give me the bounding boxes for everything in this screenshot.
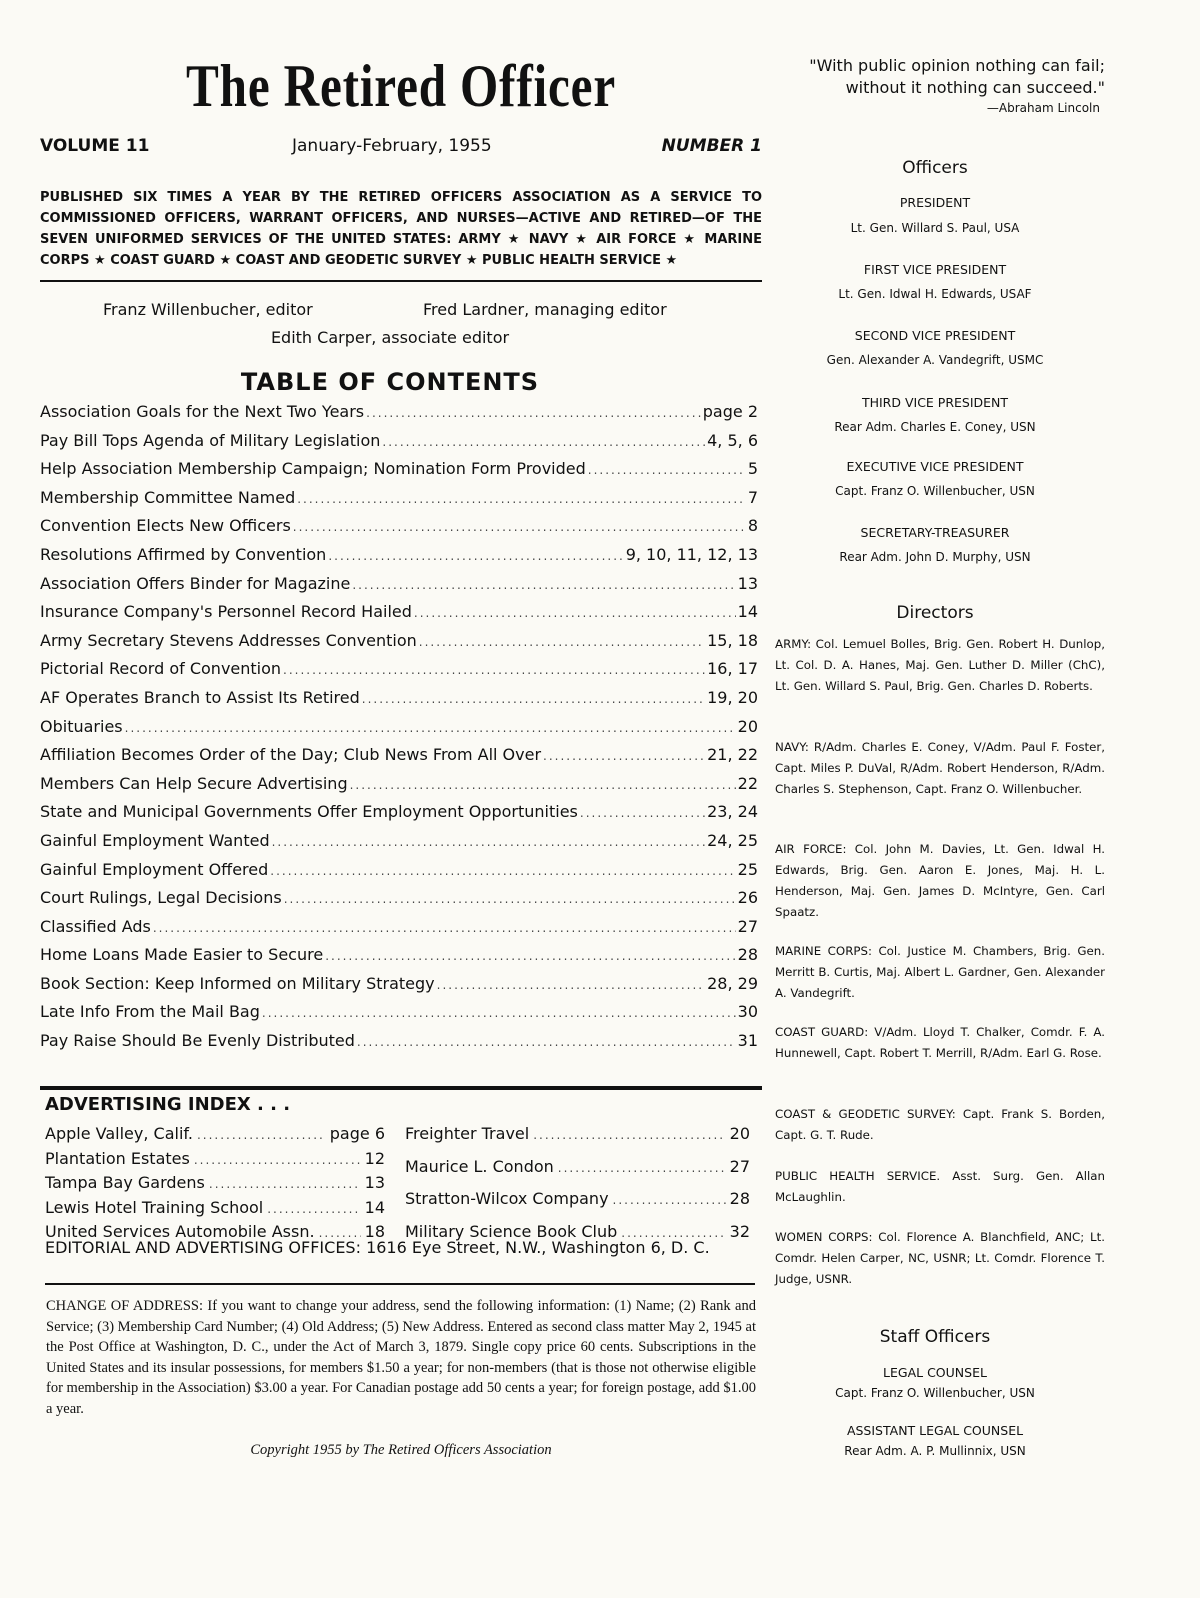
toc-item bbox=[40, 1002, 758, 1031]
dot-leader bbox=[284, 892, 736, 906]
toc-item bbox=[40, 431, 758, 460]
director-group: AIR FORCE: Col. John M. Davies, Lt. Gen. Idwal H. Edwards, Brig. Gen. Aaron E. Jones, Maj. H. L. Henderson, Maj. Gen. James D. McIntyre, Gen. Carl Spaatz. bbox=[775, 842, 1105, 919]
dot-leader bbox=[414, 606, 736, 620]
toc-item-pages: 21, 22 bbox=[707, 745, 758, 765]
officer-name: Gen. Alexander A. Vandegrift, USMC bbox=[826, 353, 1044, 367]
toc-item bbox=[40, 802, 758, 831]
toc-item bbox=[40, 488, 758, 517]
dot-leader bbox=[366, 406, 701, 420]
dot-leader bbox=[580, 806, 705, 820]
advertiser-item bbox=[405, 1189, 750, 1222]
dot-leader bbox=[283, 663, 705, 677]
dot-leader bbox=[613, 1193, 726, 1207]
officer-role: THIRD VICE PRESIDENT bbox=[861, 395, 1009, 410]
director-group: NAVY: R/Adm. Charles E. Coney, V/Adm. Paul F. Foster, Capt. Miles P. DuVal, R/Adm. Robert Henderson, R/Adm. Charles S. Stephenson, Capt. Franz O. Willenbucher. bbox=[775, 740, 1105, 796]
toc-item-title: AF Operates Branch to Assist Its Retired bbox=[40, 687, 360, 707]
toc-item-pages: 19, 20 bbox=[707, 687, 758, 707]
officer-name: Rear Adm. John D. Murphy, USN bbox=[839, 550, 1031, 564]
toc-item bbox=[40, 574, 758, 603]
dot-leader bbox=[197, 1128, 326, 1142]
advertiser-name: Military Science Book Club bbox=[405, 1221, 618, 1241]
dot-leader bbox=[272, 835, 706, 849]
toc-item-title: Membership Committee Named bbox=[40, 487, 296, 507]
advertiser-page: 28 bbox=[729, 1189, 750, 1208]
toc-item bbox=[40, 888, 758, 917]
advertising-index-right bbox=[405, 1124, 750, 1254]
officer-name: Capt. Franz O. Willenbucher, USN bbox=[835, 484, 1035, 498]
toc-item-pages: 27 bbox=[737, 916, 758, 936]
toc-item-title: Resolutions Affirmed by Convention bbox=[40, 544, 327, 564]
toc-item bbox=[40, 860, 758, 889]
toc-item bbox=[40, 917, 758, 946]
toc-item-pages: 25 bbox=[737, 859, 758, 879]
director-group: PUBLIC HEALTH SERVICE. Asst. Surg. Gen. Allan McLaughlin. bbox=[775, 1169, 1105, 1204]
toc-item bbox=[40, 459, 758, 488]
toc-item-title: Obituaries bbox=[40, 716, 123, 736]
dot-leader bbox=[153, 921, 736, 935]
advertising-index-title: ADVERTISING INDEX . . . bbox=[45, 1094, 291, 1115]
staff-officers-heading: Staff Officers bbox=[879, 1327, 991, 1347]
toc-item bbox=[40, 516, 758, 545]
toc-item-title: Pay Bill Tops Agenda of Military Legislation bbox=[40, 430, 381, 450]
divider bbox=[40, 280, 762, 282]
advertiser-item bbox=[405, 1124, 750, 1157]
dot-leader bbox=[209, 1177, 361, 1191]
officers-heading: Officers bbox=[902, 158, 968, 178]
toc-item-title: Classified Ads bbox=[40, 916, 151, 936]
advertising-index-left bbox=[45, 1124, 385, 1247]
offices-address: EDITORIAL AND ADVERTISING OFFICES: 1616 Eye Street, N.W., Washington 6, D. C. bbox=[45, 1238, 710, 1257]
toc-item-pages: 8 bbox=[747, 516, 758, 536]
toc-item-title: Help Association Membership Campaign; Nomination Form Provided bbox=[40, 459, 586, 479]
dot-leader bbox=[362, 692, 705, 706]
dot-leader bbox=[262, 1006, 736, 1020]
dot-leader bbox=[558, 1161, 726, 1175]
advertiser-item bbox=[405, 1157, 750, 1190]
toc-item-title: Convention Elects New Officers bbox=[40, 516, 291, 536]
toc-item-title: Late Info From the Mail Bag bbox=[40, 1002, 260, 1022]
toc-item-pages: 28, 29 bbox=[707, 973, 758, 993]
dot-leader bbox=[419, 635, 705, 649]
toc-item-pages: 7 bbox=[747, 487, 758, 507]
advertiser-item bbox=[45, 1173, 385, 1198]
dot-leader bbox=[267, 1202, 360, 1216]
dot-leader bbox=[328, 549, 623, 563]
toc-item-pages: 26 bbox=[737, 888, 758, 908]
published-statement: PUBLISHED SIX TIMES A YEAR BY THE RETIRED OFFICERS ASSOCIATION AS A SERVICE TO COMMISSIONED OFFICERS, WARRANT OFFICERS, AND NURSES—ACTIVE AND RETIRED—OF THE SEVEN UNIFORMED SERVICES OF THE UNITED STATES: ARMY ★ NAVY ★ AIR FORCE ★ MARINE CORPS ★ COAST GUARD ★ COAST AND GEODETIC SURVEY ★ PUBLIC HEALTH SERVICE ★ bbox=[40, 190, 762, 268]
toc-item bbox=[40, 402, 758, 431]
dot-leader bbox=[293, 520, 746, 534]
toc-item-pages: 14 bbox=[737, 602, 758, 622]
director-group: WOMEN CORPS: Col. Florence A. Blanchfield, ANC; Lt. Comdr. Helen Carper, NC, USNR; Lt. Comdr. Florence T. Judge, USNR. bbox=[775, 1230, 1105, 1286]
toc-item-title: Book Section: Keep Informed on Military Strategy bbox=[40, 973, 435, 993]
quote-attribution: —Abraham Lincoln bbox=[986, 101, 1100, 115]
change-of-address-notice: CHANGE OF ADDRESS: If you want to change your address, send the following information: (1) Name; (2) Rank and Service; (3) Membership Card Number; (4) Old Address; (5) New Address. Entered as second class matter May 2, 1945 at the Post Office at Washington, D. C., under the Act of March 3, 1879. Single copy price 60 cents. Subscriptions in the United States and its insular possessions, for members $1.50 a year; for non-members (that is those not otherwise eligible for membership in the Association) $3.00 a year. For Canadian postage add 50 cents a year; for foreign postage, add $1.00 a year. bbox=[46, 1298, 756, 1417]
toc-item bbox=[40, 974, 758, 1003]
toc-item bbox=[40, 745, 758, 774]
director-group: COAST GUARD: V/Adm. Lloyd T. Chalker, Comdr. F. A. Hunnewell, Capt. Robert T. Merrill, R/Adm. Earl G. Rose. bbox=[775, 1025, 1105, 1060]
officer-role: SECRETARY-TREASURER bbox=[860, 525, 1010, 540]
managing-editor: Fred Lardner, managing editor bbox=[423, 300, 667, 319]
volume-label: VOLUME 11 bbox=[40, 136, 150, 156]
advertiser-name: Stratton-Wilcox Company bbox=[405, 1189, 609, 1208]
toc-item bbox=[40, 945, 758, 974]
officer-role: FIRST VICE PRESIDENT bbox=[863, 262, 1007, 277]
toc-item bbox=[40, 688, 758, 717]
dot-leader bbox=[588, 463, 746, 477]
advertiser-name: Plantation Estates bbox=[45, 1148, 190, 1168]
staff-role: LEGAL COUNSEL bbox=[883, 1365, 987, 1380]
officer-role: EXECUTIVE VICE PRESIDENT bbox=[846, 459, 1024, 474]
divider bbox=[40, 1086, 762, 1090]
advertiser-page: 27 bbox=[729, 1156, 750, 1176]
toc-item-title: Gainful Employment Wanted bbox=[40, 830, 270, 850]
toc-item-pages: 15, 18 bbox=[707, 630, 758, 650]
advertiser-name: Freighter Travel bbox=[405, 1124, 530, 1143]
toc-item-pages: 5 bbox=[747, 459, 758, 479]
dot-leader bbox=[125, 721, 736, 735]
advertiser-page: 18 bbox=[364, 1222, 385, 1241]
advertiser-item bbox=[45, 1198, 385, 1223]
table-of-contents bbox=[40, 402, 758, 1060]
toc-item-title: Association Goals for the Next Two Years bbox=[40, 402, 365, 421]
officer-role: SECOND VICE PRESIDENT bbox=[854, 328, 1016, 343]
toc-item-title: Association Offers Binder for Magazine bbox=[40, 573, 351, 593]
advertiser-item bbox=[45, 1149, 385, 1174]
toc-item bbox=[40, 631, 758, 660]
toc-item-pages: page 2 bbox=[702, 402, 758, 421]
dot-leader bbox=[350, 778, 736, 792]
advertiser-name: United Services Automobile Assn. bbox=[45, 1222, 315, 1241]
toc-item-pages: 13 bbox=[737, 573, 758, 593]
staff-name: Rear Adm. A. P. Mullinnix, USN bbox=[844, 1444, 1026, 1458]
officer-name: Lt. Gen. Idwal H. Edwards, USAF bbox=[838, 287, 1032, 301]
advertiser-page: 12 bbox=[364, 1148, 385, 1168]
toc-item-pages: 23, 24 bbox=[707, 802, 758, 822]
dot-leader bbox=[194, 1153, 361, 1167]
advertiser-page: page 6 bbox=[329, 1124, 385, 1143]
dot-leader bbox=[352, 578, 735, 592]
staff-role: ASSISTANT LEGAL COUNSEL bbox=[846, 1423, 1024, 1438]
toc-item bbox=[40, 1031, 758, 1060]
toc-item-title: Court Rulings, Legal Decisions bbox=[40, 888, 282, 908]
dot-leader bbox=[382, 435, 705, 449]
toc-item bbox=[40, 717, 758, 746]
associate-editor: Edith Carper, associate editor bbox=[270, 328, 510, 347]
toc-item bbox=[40, 774, 758, 803]
toc-item bbox=[40, 545, 758, 574]
advertiser-page: 20 bbox=[729, 1124, 750, 1143]
copyright-notice: Copyright 1955 by The Retired Officers Association bbox=[250, 1442, 552, 1458]
advertiser-page: 32 bbox=[729, 1221, 750, 1241]
toc-title: TABLE OF CONTENTS bbox=[240, 368, 540, 396]
editor: Franz Willenbucher, editor bbox=[103, 300, 313, 319]
directors-heading: Directors bbox=[896, 603, 974, 623]
officer-name: Rear Adm. Charles E. Coney, USN bbox=[834, 420, 1036, 434]
toc-item-title: State and Municipal Governments Offer Employment Opportunities bbox=[40, 802, 578, 822]
director-group: ARMY: Col. Lemuel Bolles, Brig. Gen. Robert H. Dunlop, Lt. Col. D. A. Hanes, Maj. Gen. Luther D. Miller (ChC), Lt. Gen. Willard S. Paul, Brig. Gen. Charles D. Roberts. bbox=[775, 637, 1105, 693]
toc-item-title: Affiliation Becomes Order of the Day; Club News From All Over bbox=[40, 745, 542, 765]
masthead-title: The Retired Officer bbox=[186, 53, 616, 119]
dot-leader bbox=[270, 864, 735, 878]
officer-role: PRESIDENT bbox=[899, 195, 971, 210]
toc-item-title: Gainful Employment Offered bbox=[40, 859, 269, 879]
toc-item-pages: 16, 17 bbox=[707, 659, 758, 679]
toc-item-pages: 4, 5, 6 bbox=[707, 430, 758, 450]
volume-row bbox=[40, 136, 762, 160]
divider bbox=[45, 1283, 755, 1285]
toc-item-pages: 28 bbox=[737, 945, 758, 965]
issue-date: January-February, 1955 bbox=[292, 136, 492, 156]
toc-item bbox=[40, 602, 758, 631]
toc-item-title: Members Can Help Secure Advertising bbox=[40, 773, 348, 793]
toc-item-title: Army Secretary Stevens Addresses Convention bbox=[40, 630, 417, 650]
director-group: COAST & GEODETIC SURVEY: Capt. Frank S. Borden, Capt. G. T. Rude. bbox=[775, 1107, 1105, 1142]
toc-item-pages: 22 bbox=[737, 773, 758, 793]
toc-item-pages: 30 bbox=[737, 1002, 758, 1022]
advertiser-page: 14 bbox=[364, 1197, 385, 1217]
dot-leader bbox=[533, 1128, 725, 1142]
advertiser-name: Lewis Hotel Training School bbox=[45, 1197, 264, 1217]
advertiser-name: Apple Valley, Calif. bbox=[45, 1124, 193, 1143]
director-group: MARINE CORPS: Col. Justice M. Chambers, Brig. Gen. Merritt B. Curtis, Maj. Albert L. Gardner, Gen. Alexander A. Vandegrift. bbox=[775, 944, 1105, 1000]
dot-leader bbox=[325, 949, 735, 963]
dot-leader bbox=[357, 1035, 736, 1049]
officer-name: Lt. Gen. Willard S. Paul, USA bbox=[850, 221, 1020, 235]
toc-item-pages: 20 bbox=[737, 716, 758, 736]
dot-leader bbox=[297, 492, 746, 506]
toc-item-title: Pictorial Record of Convention bbox=[40, 659, 282, 679]
toc-item-title: Insurance Company's Personnel Record Hailed bbox=[40, 602, 412, 622]
toc-item-pages: 24, 25 bbox=[707, 830, 758, 850]
advertiser-item bbox=[45, 1124, 385, 1149]
toc-item-title: Pay Raise Should Be Evenly Distributed bbox=[40, 1031, 355, 1051]
staff-name: Capt. Franz O. Willenbucher, USN bbox=[835, 1386, 1035, 1400]
advertiser-page: 13 bbox=[364, 1173, 385, 1192]
dot-leader bbox=[543, 749, 705, 763]
toc-item-pages: 31 bbox=[737, 1031, 758, 1051]
toc-item bbox=[40, 831, 758, 860]
toc-item bbox=[40, 659, 758, 688]
dot-leader bbox=[437, 978, 705, 992]
toc-item-title: Home Loans Made Easier to Secure bbox=[40, 945, 324, 965]
advertiser-name: Tampa Bay Gardens bbox=[45, 1173, 205, 1192]
advertiser-name: Maurice L. Condon bbox=[405, 1156, 554, 1176]
lincoln-quote: "With public opinion nothing can fail; without it nothing can succeed." bbox=[809, 56, 1105, 97]
toc-item-pages: 9, 10, 11, 12, 13 bbox=[625, 544, 758, 564]
issue-number: NUMBER 1 bbox=[661, 136, 762, 156]
